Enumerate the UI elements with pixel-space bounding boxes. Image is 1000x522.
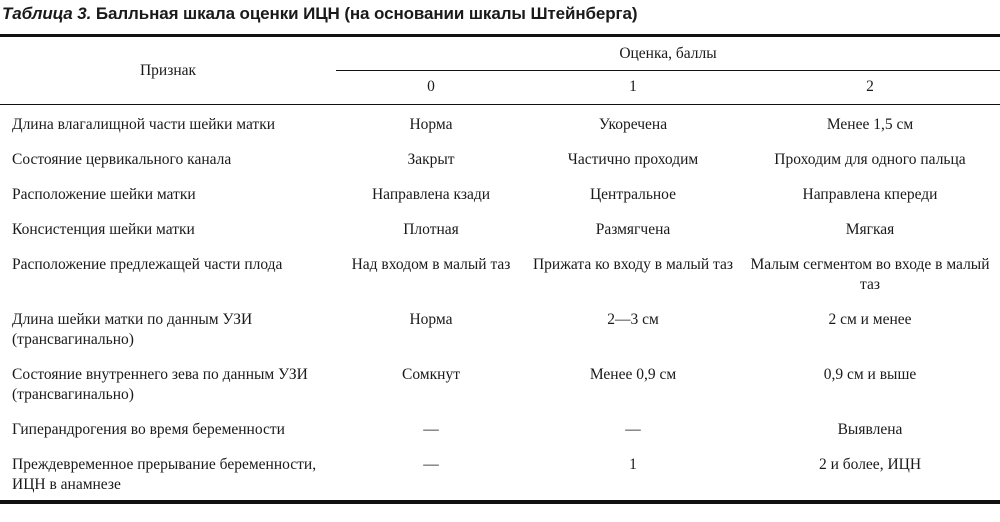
sign-cell: Преждевременное прерывание беременности, ИЦН в анамнезе xyxy=(12,456,317,493)
score-1-cell: 2—3 см xyxy=(607,311,659,328)
score-column-2: 2 xyxy=(866,78,874,95)
sign-cell: Гиперандрогения во время беременности xyxy=(12,421,285,438)
score-2-cell: Направлена кпереди xyxy=(802,186,938,203)
score-1-cell: 1 xyxy=(629,456,637,473)
score-2-cell: Выявлена xyxy=(837,421,903,438)
sign-cell: Консистенция шейки матки xyxy=(12,221,195,238)
score-1-cell: — xyxy=(625,421,641,438)
score-header: Оценка, баллы xyxy=(619,44,717,62)
table-row xyxy=(0,302,1000,357)
score-0-cell: Над входом в малый таз xyxy=(351,256,511,273)
sign-cell: Состояние цервикального канала xyxy=(12,151,232,168)
score-1-cell: Частично проходим xyxy=(567,151,699,168)
score-1-cell: Менее 0,9 см xyxy=(589,366,677,383)
table-row xyxy=(0,142,1000,177)
table-row xyxy=(0,357,1000,412)
table-caption xyxy=(2,4,637,24)
table-body xyxy=(0,104,1000,502)
sign-cell: Расположение предлежащей части плода xyxy=(12,256,283,273)
table-row xyxy=(0,412,1000,447)
sign-cell: Состояние внутреннего зева по данным УЗИ (трансвагинально) xyxy=(12,366,308,403)
score-0-cell: Норма xyxy=(409,116,453,133)
score-0-cell: Сомкнут xyxy=(402,366,460,383)
score-column-1: 1 xyxy=(629,78,637,95)
score-1-cell: Прижата ко входу в малый таз xyxy=(532,256,733,273)
table-row xyxy=(0,104,1000,142)
score-2-cell: Малым сегментом во входе в малый таз xyxy=(750,256,990,293)
score-2-cell: Менее 1,5 см xyxy=(826,116,914,133)
score-table xyxy=(0,37,1000,502)
score-0-cell: Плотная xyxy=(403,221,459,238)
score-0-cell: Закрыт xyxy=(407,151,455,168)
score-2-cell: 2 см и менее xyxy=(828,311,912,328)
table-row xyxy=(0,212,1000,247)
score-0-cell: — xyxy=(423,421,439,438)
score-1-cell: Размягчена xyxy=(595,221,671,238)
table-row xyxy=(0,247,1000,302)
score-2-cell: Проходим для одного пальца xyxy=(774,151,966,168)
score-2-cell: Мягкая xyxy=(845,221,895,238)
sign-cell: Расположение шейки матки xyxy=(12,186,196,203)
caption-title: Балльная шкала оценки ИЦН (на основании шкалы Штейнберга) xyxy=(95,4,638,23)
score-1-cell: Центральное xyxy=(589,186,676,203)
score-0-cell: Направлена кзади xyxy=(371,186,491,203)
score-2-cell: 0,9 см и выше xyxy=(823,366,917,383)
table-row xyxy=(0,177,1000,212)
sign-column-header: Признак xyxy=(139,61,197,79)
score-1-cell: Укоречена xyxy=(598,116,668,133)
score-column-0: 0 xyxy=(427,78,435,95)
table-row xyxy=(0,447,1000,502)
caption-label: Таблица 3. xyxy=(2,4,92,23)
score-0-cell: — xyxy=(423,456,439,473)
score-0-cell: Норма xyxy=(409,311,453,328)
sign-cell: Длина шейки матки по данным УЗИ (трансвагинально) xyxy=(12,311,253,348)
sign-cell: Длина влагалищной части шейки матки xyxy=(12,116,276,133)
score-2-cell: 2 и более, ИЦН xyxy=(818,456,922,473)
